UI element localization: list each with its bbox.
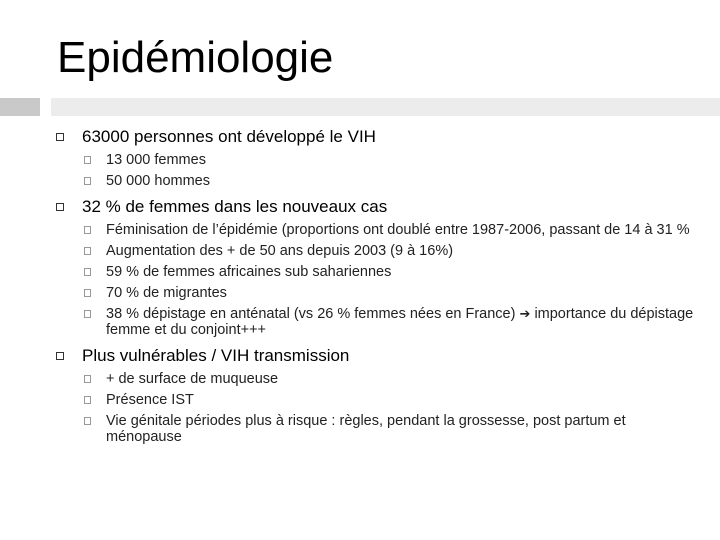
sub-bullet-icon xyxy=(84,417,91,425)
slide-title: Epidémiologie xyxy=(57,33,334,82)
square-bullet-icon xyxy=(56,203,64,211)
sub-bullet xyxy=(55,173,695,189)
square-bullet-icon xyxy=(56,352,64,360)
sub-bullet-text: Présence IST xyxy=(106,392,194,408)
sub-bullet-text: Vie génitale périodes plus à risque : règles, pendant la grossesse, post partum et ménopause xyxy=(106,413,626,445)
sub-bullet xyxy=(55,222,695,238)
title-underline-bar xyxy=(51,98,720,116)
slide-body xyxy=(55,126,695,445)
sub-bullet xyxy=(55,413,695,445)
sub-bullet-text: Féminisation de l’épidémie (proportions ont doublé entre 1987-2006, passant de 14 à 31 % xyxy=(106,222,690,238)
bullet-heading-text: Plus vulnérables / VIH transmission xyxy=(82,346,350,365)
sub-bullet-icon xyxy=(84,156,91,164)
bullet-heading-text: 32 % de femmes dans les nouveaux cas xyxy=(82,197,388,216)
sub-bullet-text: 70 % de migrantes xyxy=(106,285,227,301)
sub-bullet-text: 59 % de femmes africaines sub sahariennes xyxy=(106,264,392,280)
sub-bullet-icon xyxy=(84,289,91,297)
sub-bullet xyxy=(55,306,695,338)
right-arrow-icon: ➔ xyxy=(519,306,531,321)
sub-bullet xyxy=(55,285,695,301)
square-bullet-icon xyxy=(56,133,64,141)
sub-bullet-icon xyxy=(84,177,91,185)
sub-bullet xyxy=(55,152,695,168)
sub-bullet xyxy=(55,392,695,408)
sub-bullet-icon xyxy=(84,247,91,255)
bullet-heading xyxy=(55,196,695,218)
bullet-heading-text: 63000 personnes ont développé le VIH xyxy=(82,127,376,146)
sub-bullet-text: + de surface de muqueuse xyxy=(106,371,279,387)
sub-bullet-text: importance du dépistage femme et du conjoint+++ xyxy=(106,306,694,338)
title-underline-accent xyxy=(0,98,40,116)
sub-bullet-text: 50 000 hommes xyxy=(106,173,210,189)
bullet-heading xyxy=(55,126,695,148)
sub-bullet-text: 13 000 femmes xyxy=(106,152,206,168)
sub-bullet xyxy=(55,371,695,387)
sub-bullet-icon xyxy=(84,310,91,318)
sub-bullet-icon xyxy=(84,375,91,383)
sub-bullet-text: 38 % dépistage en anténatal (vs 26 % femmes nées en France) xyxy=(106,306,516,322)
bullet-heading xyxy=(55,345,695,367)
sub-bullet-icon xyxy=(84,396,91,404)
sub-bullet-icon xyxy=(84,226,91,234)
sub-bullet-text: Augmentation des + de 50 ans depuis 2003 (9 à 16%) xyxy=(106,243,454,259)
sub-bullet xyxy=(55,264,695,280)
sub-bullet xyxy=(55,243,695,259)
sub-bullet-icon xyxy=(84,268,91,276)
